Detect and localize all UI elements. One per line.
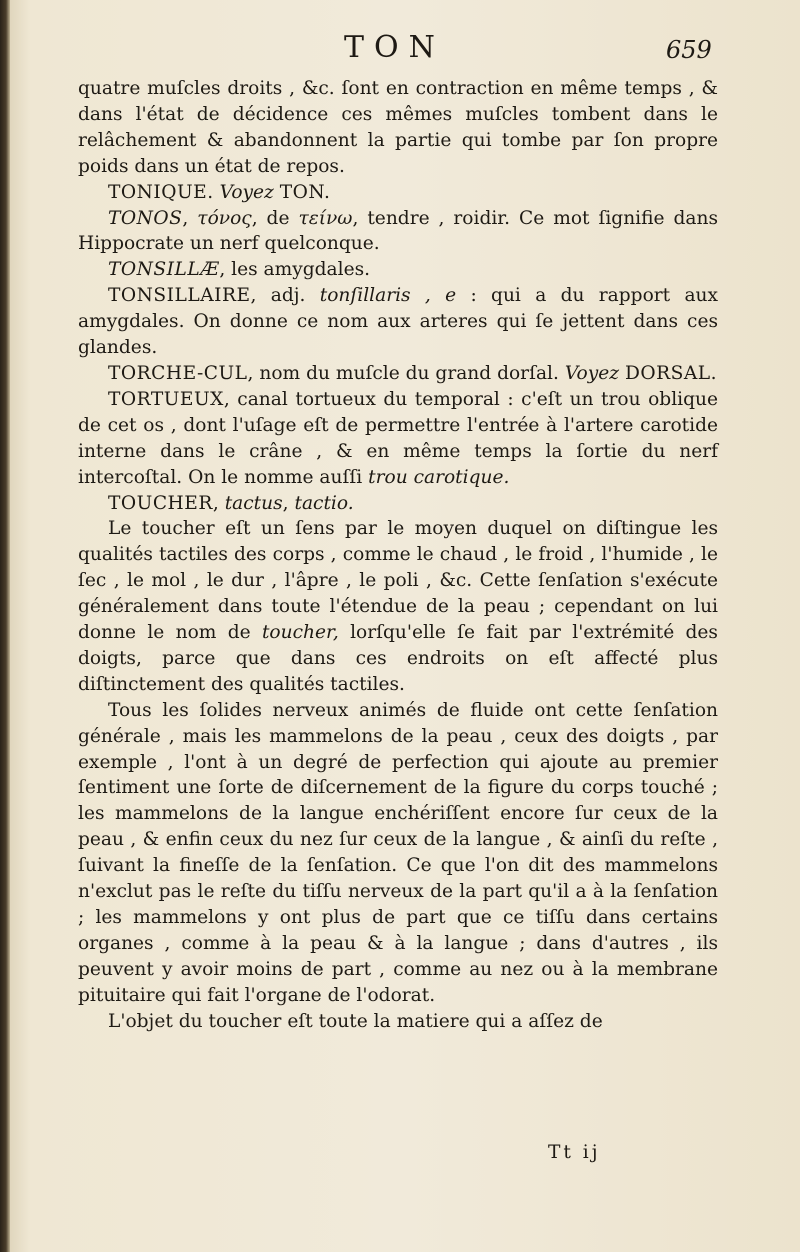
- entry-tonos: TONOS, τόνος, de τείνω, tendre , roidir. Ce mot ſignifie dans Hippocrate un nerf quelconque.: [78, 207, 718, 255]
- entry-tortueux: [78, 387, 718, 491]
- entry-torche-cul: [78, 361, 718, 387]
- entry-definition: : qui a du rapport aux amygdales. On donne ce nom aux arteres qui ſe jettent dans ces glandes.: [78, 285, 718, 359]
- cross-reference-label: Voyez: [219, 181, 274, 203]
- entry-connector: ,: [212, 492, 219, 514]
- entry-toucher: TOUCHER, tactus, tactio.: [108, 492, 354, 514]
- entry-connector: , de: [251, 207, 290, 229]
- paragraph-toucher-3: L'objet du toucher eſt toute la matiere qui a aſſez de: [108, 1010, 603, 1032]
- latin-term: tactio.: [294, 492, 354, 514]
- page-number: 659: [666, 36, 712, 64]
- entry-headword: TORTUEUX: [108, 388, 224, 410]
- page-binding-edge: [0, 0, 10, 1252]
- entry-headword: TONOS: [108, 207, 183, 229]
- paragraph-toucher-1: [78, 516, 718, 697]
- entry-headword: TONIQUE.: [108, 181, 214, 203]
- cross-reference-target: DORSAL.: [624, 362, 718, 384]
- greek-term: τόνος: [197, 207, 252, 229]
- entry-definition: , les amygdales.: [219, 259, 371, 281]
- page-text: [78, 76, 718, 1035]
- entry-headword: TOUCHER: [108, 492, 213, 514]
- signature-mark: Tt ij: [548, 1142, 601, 1163]
- entry-definition: , canal tortueux du temporal : c'eſt un trou oblique de cet os , dont l'uſage eſt de permettre l'entrée à l'artere carotide interne dans le crâne , & en même temps la ſortie du nerf intercoſtal. On le nomme auſſi: [78, 388, 718, 488]
- cross-reference-label: Voyez: [564, 362, 620, 384]
- entry-headword: TONSILLÆ: [108, 259, 220, 281]
- term-italic: trou carotique.: [368, 466, 510, 488]
- entry-tonsillaire: [78, 283, 718, 361]
- latin-term: tactus: [224, 492, 283, 514]
- greek-term: τείνω: [298, 207, 353, 229]
- entry-tonsillae: [78, 257, 718, 283]
- paragraph-toucher-2: Tous les ſolides nerveux animés de fluide ont cette ſenſation générale , mais les mammelons de la peau , ceux des doigts , par exemple , l'ont à un degré de perfection qui ajoute au premier ſentiment une ſorte de diſcernement de la figure du corps touché ; les mammelons de la langue enchériſſent encore ſur ceux de la peau , & enfin ceux du nez ſur ceux de la langue , & ainſi du reſte , ſuivant la fineſſe de la ſenſation. Ce que l'on dit des mammelons n'exclut pas le reſte du tiſſu nerveux de la part qu'il a à la ſenſation ; les mammelons y ont plus de part que ce tiſſu dans certains organes , comme à la peau & à la langue ; dans d'autres , ils peuvent y avoir moins de part , comme au nez ou à la membrane pituitaire qui fait l'organe de l'odorat.: [78, 699, 718, 1006]
- entry-headword: TONSILLAIRE: [108, 285, 251, 307]
- cross-reference-target: TON.: [279, 181, 331, 203]
- entry-headword: TORCHE-CUL: [108, 362, 248, 384]
- paragraph-text: lorſqu'elle ſe fait par l'extrémité des doigts, parce que dans ces endroits on eſt affecté plus diſtinctement des qualités tactiles.: [78, 622, 718, 695]
- paragraph-continuation: quatre muſcles droits , &c. ſont en contraction en même temps , & dans l'état de décidence ces mêmes muſcles tombent dans le relâchement & abandonnent la partie qui tombe par ſon propre poids dans un état de repos.: [78, 78, 718, 177]
- entry-definition: , nom du muſcle du grand dorſal.: [247, 362, 559, 384]
- entry-definition: , tendre , roidir. Ce mot ſignifie dans Hippocrate un nerf quelconque.: [78, 207, 718, 255]
- entry-grammar: , adj.: [250, 285, 306, 307]
- page-header: [0, 30, 800, 70]
- paragraph-text: Le toucher eſt un ſens par le moyen duquel on diſtingue les qualités tactiles des corps , comme le chaud , le froid , l'humide , le ſec , le mol , le dur , l'âpre , le poli , &c. Cette ſenſation s'exécute généralement dans toute l'étendue de la peau ; cependant on lui donne le nom de: [78, 518, 718, 644]
- latin-term: tonſillaris , e: [319, 285, 457, 307]
- term-italic: toucher,: [261, 622, 339, 644]
- running-head: TON: [344, 30, 445, 65]
- entry-tonique: [78, 180, 718, 206]
